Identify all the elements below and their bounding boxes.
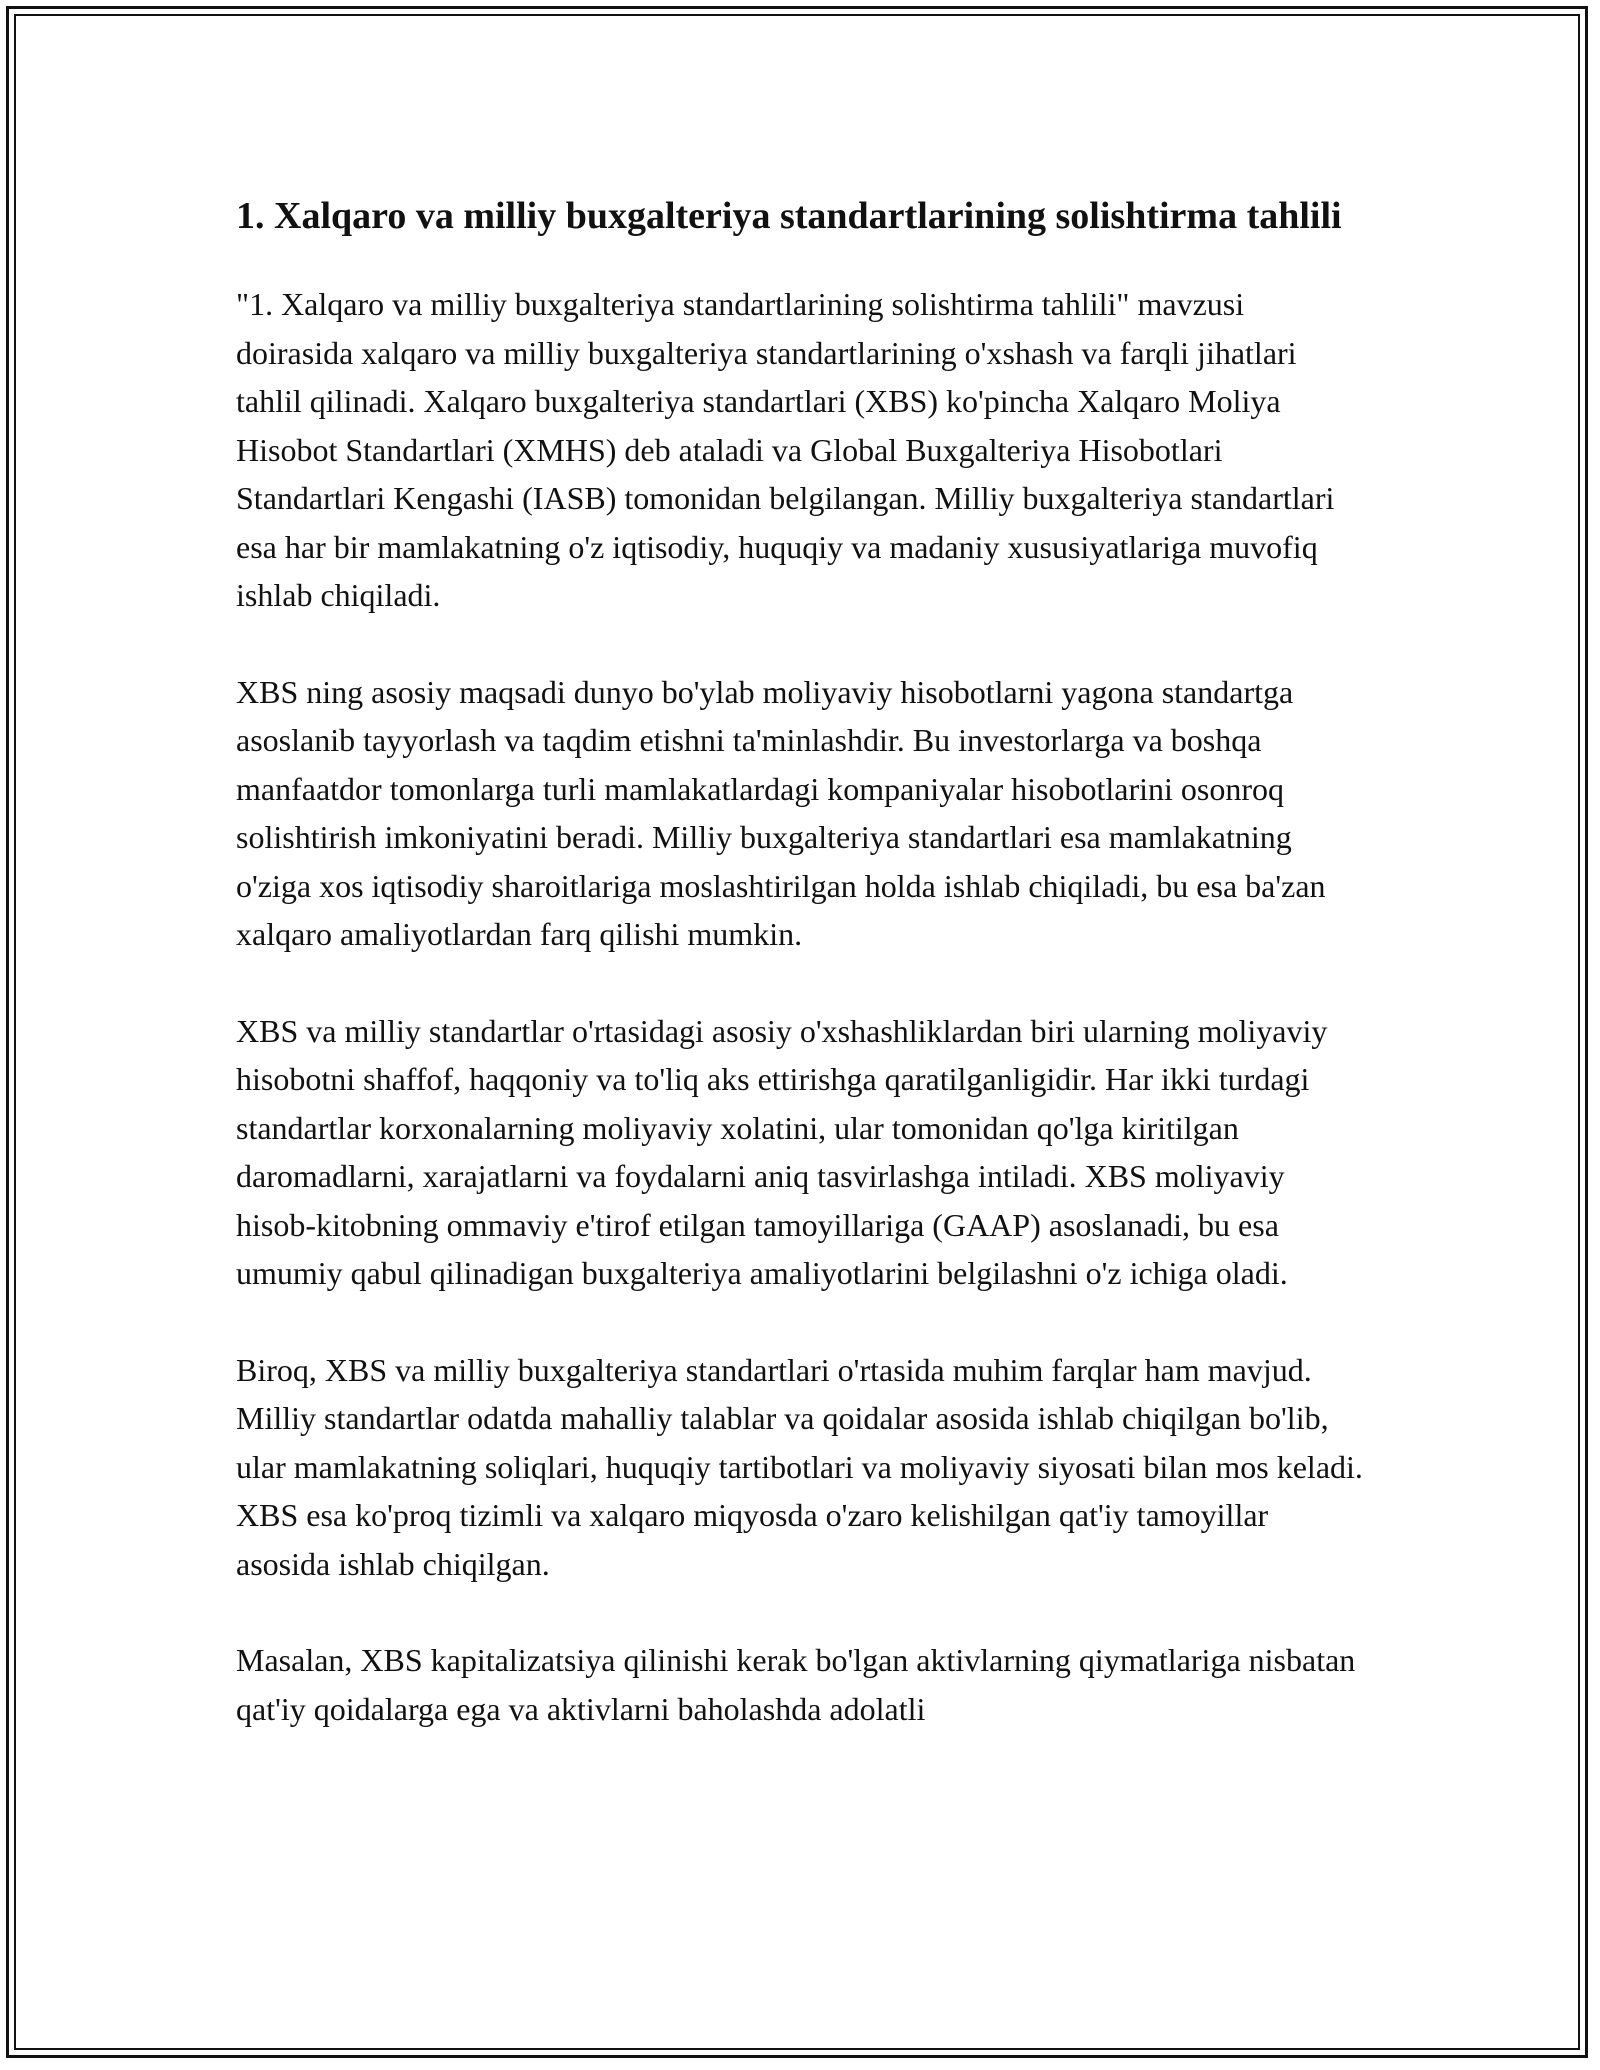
document-title: 1. Xalqaro va milliy buxgalteriya standartlarining solishtirma tahlili <box>236 195 1342 237</box>
paragraph-similarities: XBS va milliy standartlar o'rtasidagi asosiy o'xshashliklardan biri ularning moliyaviy hisobotni shaffof, haqqoniy va to'liq aks ettirishga qaratilganligidir. Har ikki turdagi standartlar korxonalarning moliyaviy xolatini, ular tomonidan qo'lga kiritilgan daromadlarni, xarajatlarni va foydalarni aniq tasvirlashga intiladi. XBS moliyaviy hisob-kitobning ommaviy e'tirof etilgan tamoyillariga (GAAP) asoslanadi, bu esa umumiy qabul qilinadigan buxgalteriya amaliyotlarini belgilashni o'z ichiga oladi. <box>236 1012 1328 1291</box>
paragraph-differences: Biroq, XBS va milliy buxgalteriya standartlari o'rtasida muhim farqlar ham mavjud. Milliy standartlar odatda mahalliy talablar va qoidalar asosida ishlab chiqilgan bo'lib, ular mamlakatning soliqlari, huquqiy tartibotlari va moliyaviy siyosati bilan mos keladi. XBS esa ko'proq tizimli va xalqaro miqyosda o'zaro kelishilgan qat'iy tamoyillar asosida ishlab chiqilgan. <box>236 1351 1363 1582</box>
paragraph-intro: "1. Xalqaro va milliy buxgalteriya standartlarining solishtirma tahlili" mavzusi doirasida xalqaro va milliy buxgalteriya standartlarining o'xshash va farqli jihatlari tahlil qilinadi. Xalqaro buxgalteriya standartlari (XBS) ko'pincha Xalqaro Moliya Hisobot Standartlari (XMHS) deb ataladi va Global Buxgalteriya Hisobotlari Standartlari Kengashi (IASB) tomonidan belgilangan. Milliy buxgalteriya standartlari esa har bir mamlakatning o'z iqtisodiy, huquqiy va madaniy xususiyatlariga muvofiq ishlab chiqiladi. <box>236 286 1335 613</box>
document-body <box>236 188 1364 1781</box>
paragraph-xbs-purpose: XBS ning asosiy maqsadi dunyo bo'ylab moliyaviy hisobotlarni yagona standartga asoslanib tayyorlash va taqdim etishni ta'minlashdir. Bu investorlarga va boshqa manfaatdor tomonlarga turli mamlakatlardagi kompaniyalar hisobotlarini osonroq solishtirish imkoniyatini beradi. Milliy buxgalteriya standartlari esa mamlakatning o'ziga xos iqtisodiy sharoitlariga moslashtirilgan holda ishlab chiqiladi, bu esa ba'zan xalqaro amaliyotlardan farq qilishi mumkin. <box>236 673 1326 952</box>
paragraph-example: Masalan, XBS kapitalizatsiya qilinishi kerak bo'lgan aktivlarning qiymatlariga nisbatan qat'iy qoidalarga ega va aktivlarni baholashda adolatli <box>236 1642 1356 1727</box>
